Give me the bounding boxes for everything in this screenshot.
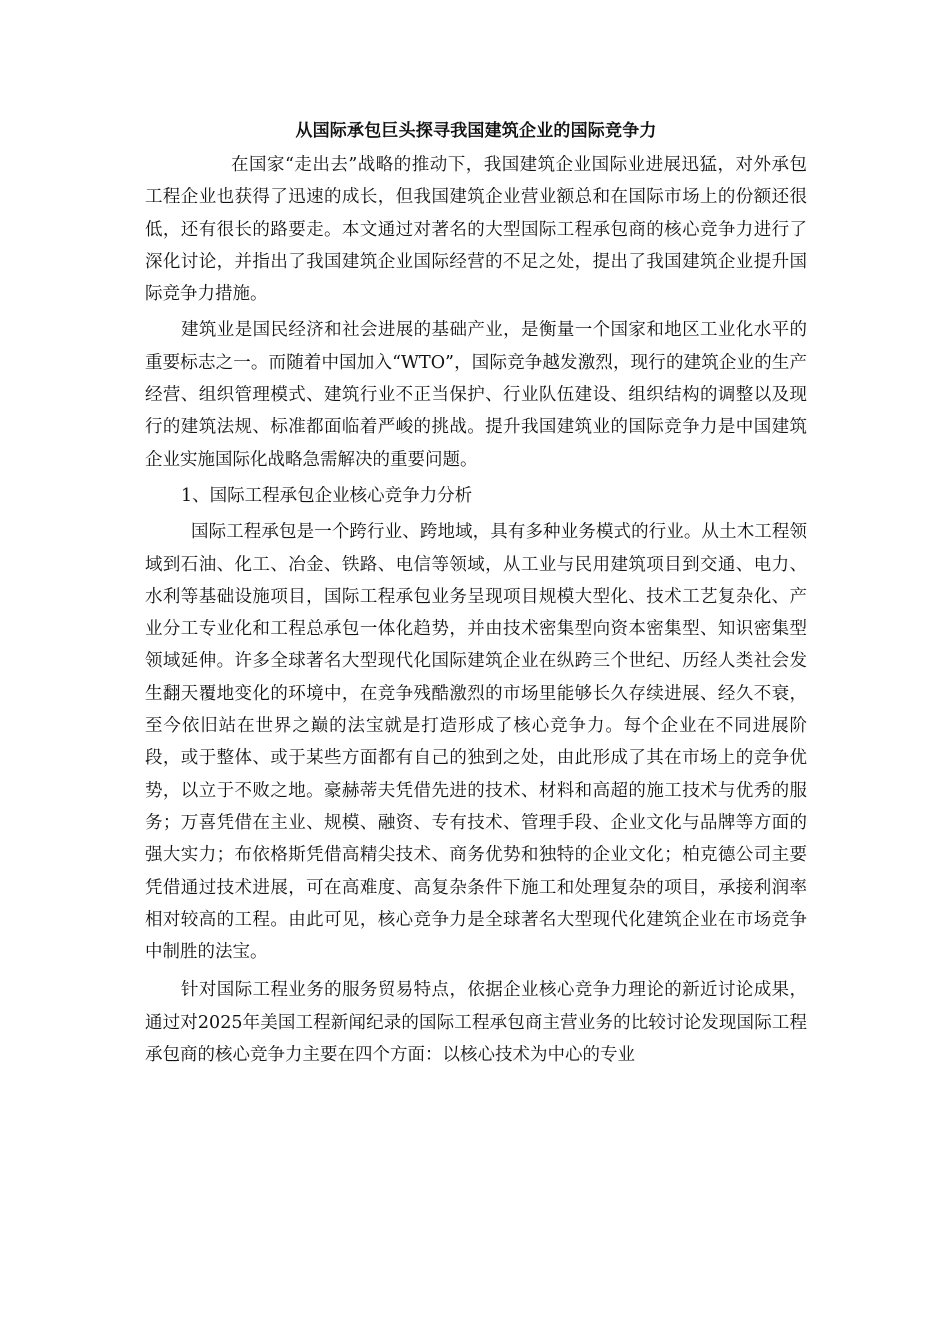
section-paragraph-1: 国际工程承包是一个跨行业、跨地域，具有多种业务模式的行业。从土木工程领域到石油、化工、冶金、铁路、电信等领域，从工业与民用建筑项目到交通、电力、水利等基础设施项目，国际工程承包业务呈现项目规模大型化、技术工艺复杂化、产业分工专业化和工程总承包一体化趋势，并由技术密集型向资本密集型、知识密集型领域延伸。许多全球著名大型现代化国际建筑企业在纵跨三个世纪、历经人类社会发生翻天覆地变化的环境中，在竞争残酷激烈的市场里能够长久存续进展、经久不衰，至今依旧站在世界之巅的法宝就是打造形成了核心竞争力。每个企业在不同进展阶段，或于整体、或于某些方面都有自己的独到之处，由此形成了其在市场上的竞争优势，以立于不败之地。豪赫蒂夫凭借先进的技术、材料和高超的施工技术与优秀的服务；万喜凭借在主业、规模、融资、专有技术、管理手段、企业文化与品牌等方面的强大实力；布依格斯凭借高精尖技术、商务优势和独特的企业文化；柏克德公司主要凭借通过技术进展，可在高难度、高复杂条件下施工和处理复杂的项目，承接利润率相对较高的工程。由此可见，核心竞争力是全球著名大型现代化建筑企业在市场竞争中制胜的法宝。 [145,522,807,963]
intro-paragraph: 建筑业是国民经济和社会进展的基础产业，是衡量一个国家和地区工业化水平的重要标志之一。而随着中国加入“WTO”，国际竞争越发激烈，现行的建筑企业的生产经营、组织管理模式、建筑行业不正当保护、行业队伍建设、组织结构的调整以及现行的建筑法规、标准都面临着严峻的挑战。提升我国建筑业的国际竞争力是中国建筑企业实施国际化战略急需解决的重要问题。 [145,320,807,470]
abstract-paragraph: 在国家“走出去”战略的推动下，我国建筑企业国际业进展迅猛，对外承包工程企业也获得了迅速的成长，但我国建筑企业营业额总和在国际市场上的份额还很低，还有很长的路要走。本文通过对著名的大型国际工程承包商的核心竞争力进行了深化讨论，并指出了我国建筑企业国际经营的不足之处，提出了我国建筑企业提升国际竞争力措施。 [145,155,807,305]
document-title: 从国际承包巨头探寻我国建筑企业的国际竞争力 [295,121,657,141]
section-heading: 1、国际工程承包企业核心竞争力分析 [181,485,473,506]
document-page [145,119,807,1071]
section-paragraph-2: 针对国际工程业务的服务贸易特点，依据企业核心竞争力理论的新近讨论成果，通过对2025年美国工程新闻纪录的国际工程承包商主营业务的比较讨论发现国际工程承包商的核心竞争力主要在四个方面：以核心技术为中心的专业 [145,980,807,1066]
